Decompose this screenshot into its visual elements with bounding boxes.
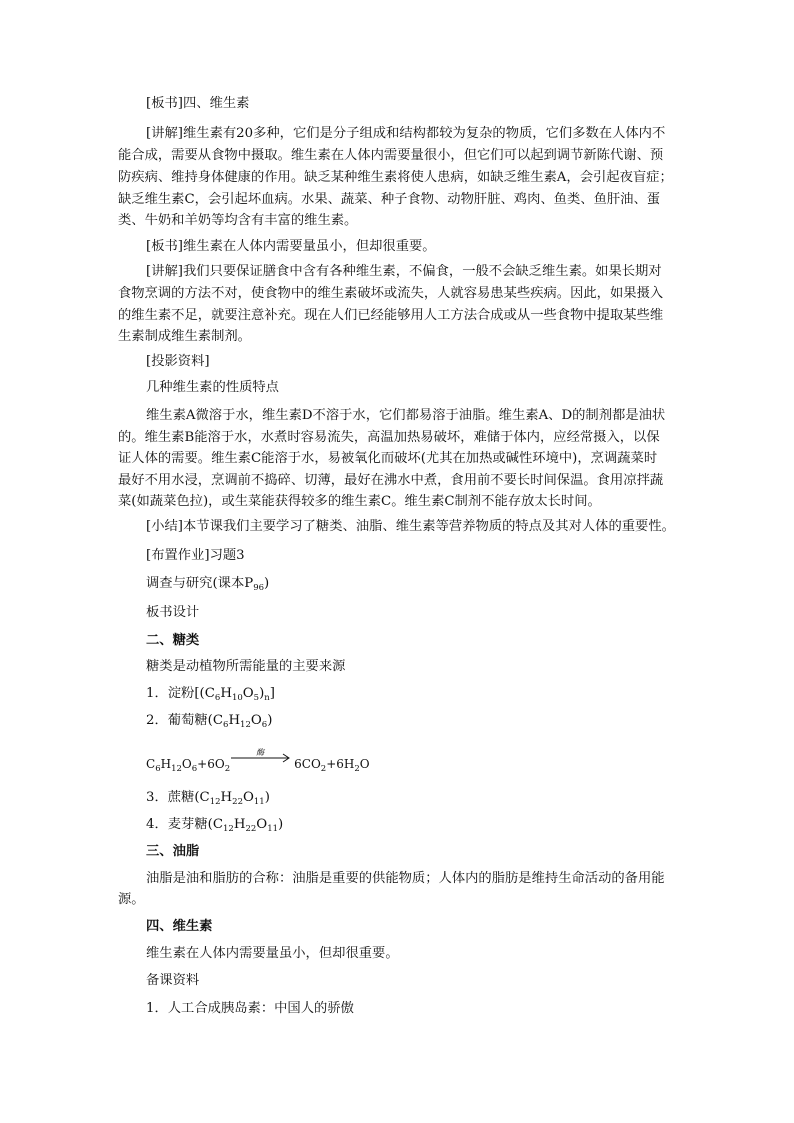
projection-paragraph-line: 菜(如蔬菜色拉)，或生菜能获得较多的维生素C。维生素C制剂不能存放太长时间。 bbox=[118, 494, 601, 509]
vitamins-summary: 维生素在人体内需要量虽小，但却很重要。 bbox=[146, 946, 399, 961]
section-heading-fats: 三、油脂 bbox=[146, 844, 200, 859]
list-item-maltose: 4．麦芽糖$(C_{12}H_{22}O_{11})$ bbox=[146, 817, 284, 834]
lecture-paragraph-line: 缺乏维生素C，会引起坏血病。水果、蔬菜、种子食物、动物肝脏、鸡肉、鱼类、鱼肝油、蛋 bbox=[118, 192, 661, 207]
projection-label: [投影资料] bbox=[146, 354, 210, 369]
lecture-paragraph-line: 的维生素不足，就要注意补充。现在人们已经能够用人工方法合成或从一些食物中提取某些维 bbox=[118, 308, 664, 323]
board-heading-vitamins: [板书]四、维生素 bbox=[146, 96, 250, 111]
page-subscript: 96 bbox=[253, 583, 265, 593]
fats-paragraph-line: 源。 bbox=[118, 892, 145, 907]
section-heading-carbohydrates: 二、糖类 bbox=[146, 633, 200, 648]
section-heading-vitamins: 四、维生素 bbox=[146, 919, 213, 934]
reaction-arrow bbox=[230, 748, 294, 766]
right-arrow-icon bbox=[230, 750, 294, 764]
lecture-paragraph-line: 生素制成维生素制剂。 bbox=[118, 329, 251, 344]
board-note-line: [板书]维生素在人体内需要量虽小，但却很重要。 bbox=[146, 239, 436, 254]
lecture-paragraph-line: 食物烹调的方法不对，使食物中的维生素破坏或流失，人就容易患某些疾病。因此，如果摄入 bbox=[118, 286, 664, 301]
projection-title: 几种维生素的性质特点 bbox=[146, 380, 279, 395]
catalyst-label: 酶 bbox=[256, 748, 265, 757]
survey-line bbox=[146, 574, 269, 594]
projection-paragraph-line: 维生素A微溶于水，维生素D不溶于水，它们都易溶于油脂。维生素A、D的制剂都是油状 bbox=[146, 408, 666, 423]
list-item-insulin: 1．人工合成胰岛素：中国人的骄傲 bbox=[146, 1001, 354, 1016]
summary-line: [小结]本节课我们主要学习了糖类、油脂、维生素等营养物质的特点及其对人体的重要性。 bbox=[146, 519, 675, 534]
projection-paragraph-line: 的。维生素B能溶于水，水煮时容易流失，高温加热易破坏，难储于体内，应经常摄入，以保 bbox=[118, 430, 660, 445]
fats-paragraph-line: 油脂是油和脂肪的合称：油脂是重要的供能物质；人体内的脂肪是维持生命活动的备用能 bbox=[146, 871, 665, 886]
list-item-sucrose: 3．蔗糖$(C_{12}H_{22}O_{11})$ bbox=[146, 790, 270, 807]
glucose-reaction-equation: $C_6H_{12}O_6+6O_2$ 酶 $6CO_2+6H_2O$ bbox=[146, 754, 370, 774]
projection-paragraph-line: 证人体的需要。维生素C能溶于水，易被氧化而破坏(尤其在加热或碱性环境中)，烹调蔬菜时 bbox=[118, 451, 658, 466]
lecture-paragraph-line: [讲解]维生素有20多种，它们是分子组成和结构都较为复杂的物质，它们多数在人体内不 bbox=[146, 126, 666, 141]
survey-text: 调查与研究(课本P bbox=[146, 576, 254, 591]
carbohydrate-summary: 糖类是动植物所需能量的主要来源 bbox=[146, 659, 346, 674]
lecture-paragraph-line: [讲解]我们只要保证膳食中含有各种维生素，不偏食，一般不会缺乏维生素。如果长期对 bbox=[146, 264, 662, 279]
list-item-glucose: 2．葡萄糖$(C_6H_{12}O_6)$ bbox=[146, 713, 273, 730]
projection-paragraph-line: 最好不用水浸，烹调前不捣碎、切薄，最好在沸水中煮，食用前不要长时间保温。食用凉拌蔬 bbox=[118, 473, 664, 488]
survey-close: ) bbox=[264, 576, 270, 591]
homework-line: [布置作业]习题3 bbox=[146, 548, 245, 563]
prep-materials-label: 备课资料 bbox=[146, 973, 200, 988]
lecture-paragraph-line: 能合成，需要从食物中摄取。维生素在人体内需要量很小，但它们可以起到调节新陈代谢、预 bbox=[118, 148, 664, 163]
lecture-paragraph-line: 类、牛奶和羊奶等均含有丰富的维生素。 bbox=[118, 213, 358, 228]
list-item-starch: 1．淀粉$[(C_6H_{10}O_5)_n]$ bbox=[146, 686, 275, 703]
board-design-label: 板书设计 bbox=[146, 605, 200, 620]
lecture-paragraph-line: 防疾病、维持身体健康的作用。缺乏某种维生素将使人患病，如缺乏维生素A，会引起夜盲症； bbox=[118, 170, 673, 185]
